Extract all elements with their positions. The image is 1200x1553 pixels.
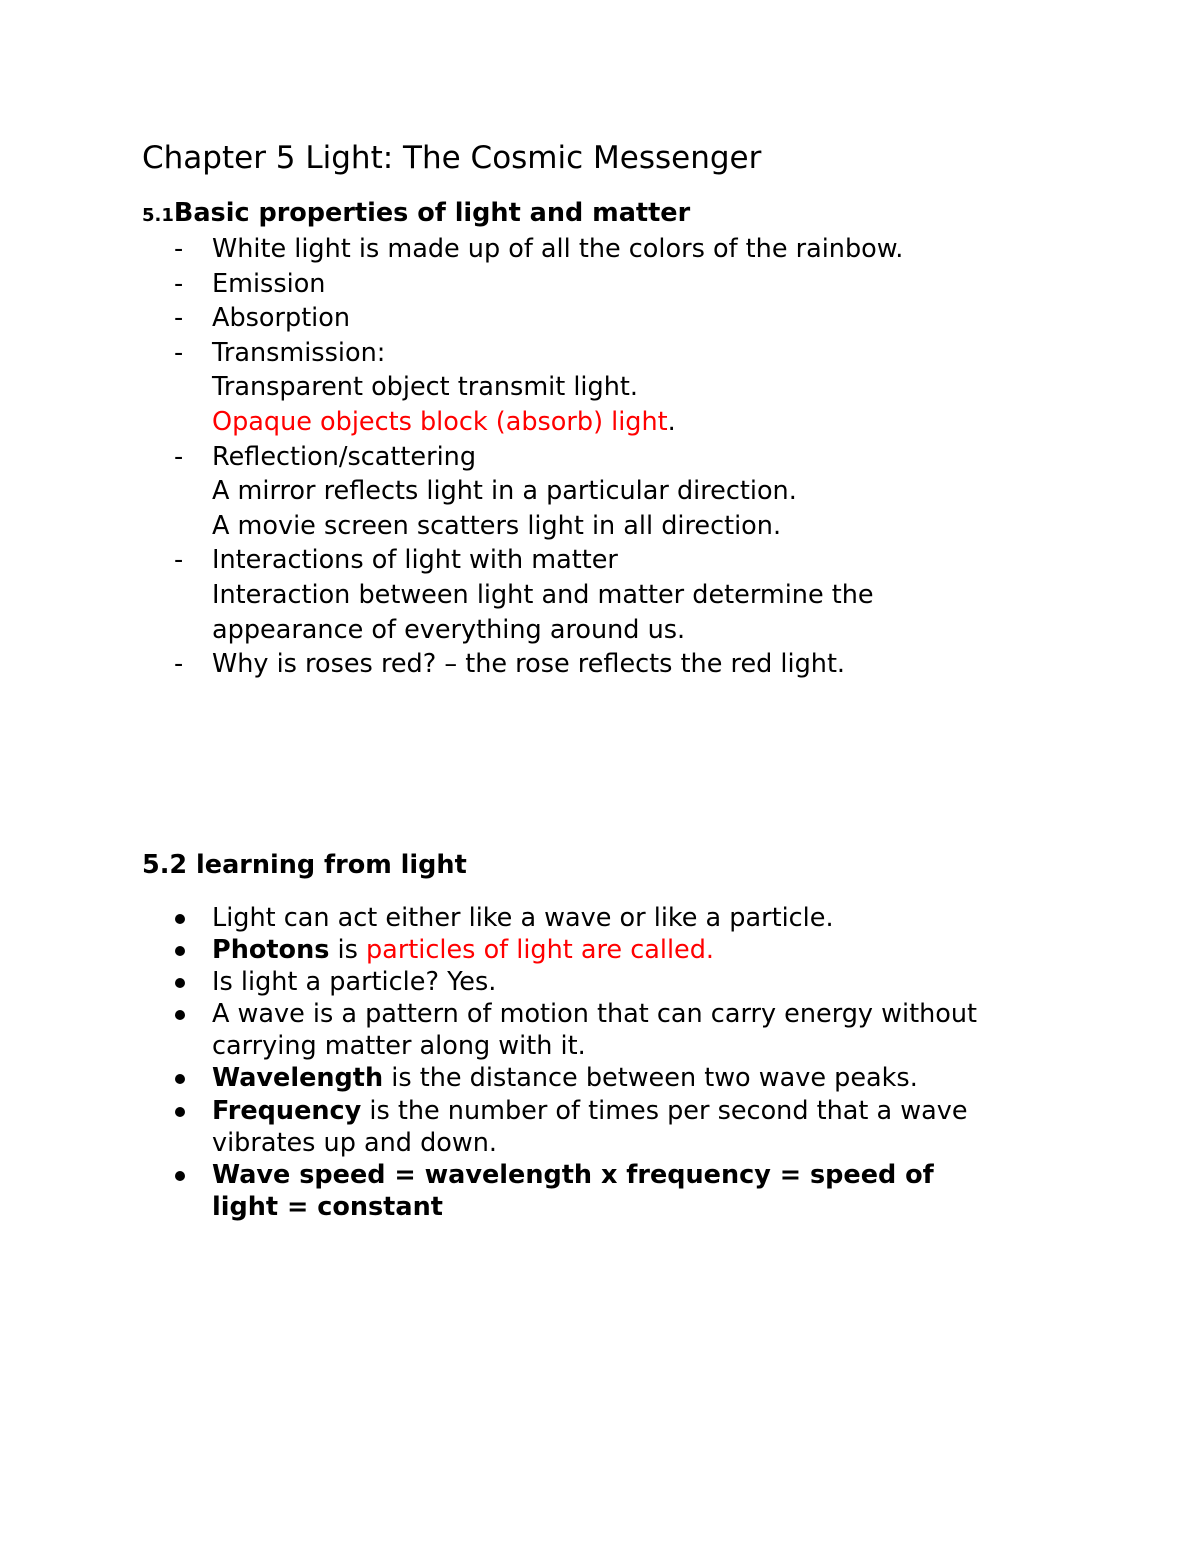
list-item (0, 1062, 1200, 1094)
dash-marker-icon: - (174, 337, 184, 368)
list-item-text: Emission (212, 268, 326, 299)
chapter-title: Chapter 5 Light: The Cosmic Messenger (142, 140, 762, 176)
list-item-text: A movie screen scatters light in all direction. (212, 510, 782, 541)
list-item-text: Transparent object transmit light. (212, 372, 638, 403)
list-item-text: Transmission: (212, 337, 386, 368)
list-item-continuation (0, 613, 1200, 648)
plain-text: is (329, 935, 366, 966)
list-item-continuation (0, 1191, 1200, 1223)
list-item (0, 934, 1200, 966)
highlighted-text: particles of light are called. (366, 935, 715, 966)
dash-marker-icon: - (174, 545, 184, 576)
list-item (0, 267, 1200, 302)
list-item-continuation (0, 1030, 1200, 1062)
list-item-continuation (0, 474, 1200, 509)
bullet-dot-icon (175, 978, 185, 988)
list-item-text: Absorption (212, 303, 351, 334)
list-item (0, 966, 1200, 998)
list-item (0, 1095, 1200, 1127)
list-item-text: vibrates up and down. (212, 1127, 497, 1158)
bullet-dot-icon (175, 1010, 185, 1020)
list-item (0, 543, 1200, 578)
list-item (0, 336, 1200, 371)
bold-term: Frequency (212, 1095, 362, 1126)
bold-term: Wave speed = wavelength x frequency = speed of (212, 1159, 934, 1190)
dash-marker-icon: - (174, 234, 184, 264)
highlighted-text: Opaque objects block (absorb) light (212, 406, 668, 437)
section-5-1-heading (142, 198, 690, 228)
section-5-1-title: Basic properties of light and matter (173, 198, 691, 228)
list-item-continuation (0, 509, 1200, 544)
list-item-continuation (0, 370, 1200, 405)
list-item-text: A wave is a pattern of motion that can carry energy without (212, 999, 977, 1030)
list-item-text: Light can act either like a wave or like a particle. (212, 903, 834, 933)
list-item-text (212, 1062, 918, 1094)
bullet-dot-icon (175, 914, 185, 924)
list-item-text: Interaction between light and matter determine the (212, 579, 874, 610)
bullet-dot-icon (175, 946, 185, 956)
dash-marker-icon: - (174, 649, 184, 680)
section-5-2-list (0, 902, 1200, 1223)
bold-term: light = constant (212, 1191, 443, 1222)
list-item-text: appearance of everything around us. (212, 614, 686, 645)
plain-text: is the number of times per second that a wave (361, 1095, 968, 1126)
bullet-dot-icon (175, 1074, 185, 1084)
list-item-text (212, 405, 676, 440)
list-item-continuation (0, 1127, 1200, 1159)
list-item (0, 301, 1200, 336)
list-item (0, 647, 1200, 682)
bullet-dot-icon (175, 1171, 185, 1181)
bold-term: Wavelength (212, 1063, 384, 1094)
list-item-text (212, 1095, 968, 1127)
list-item-text (212, 934, 714, 966)
list-item-text: Interactions of light with matter (212, 545, 618, 576)
section-5-1-number: 5.1 (142, 205, 174, 226)
bold-term: Photons (212, 935, 330, 966)
list-item (0, 902, 1200, 934)
dash-marker-icon: - (174, 268, 184, 299)
punctuation: . (667, 406, 676, 437)
dash-marker-icon: - (174, 303, 184, 334)
bullet-dot-icon (175, 1107, 185, 1117)
list-item-text: A mirror reflects light in a particular direction. (212, 476, 797, 507)
list-item-text: carrying matter along with it. (212, 1031, 586, 1062)
list-item-continuation (0, 578, 1200, 613)
list-item-text: Reflection/scattering (212, 441, 477, 472)
section-5-2-heading: 5.2 learning from light (142, 850, 467, 880)
list-item (0, 1159, 1200, 1191)
plain-text: is the distance between two wave peaks. (383, 1063, 918, 1094)
list-item (0, 232, 1200, 267)
list-item-continuation (0, 405, 1200, 440)
list-item (0, 440, 1200, 475)
list-item-text: Why is roses red? – the rose reflects the red light. (212, 649, 846, 680)
dash-marker-icon: - (174, 441, 184, 472)
list-item-text: White light is made up of all the colors of the rainbow. (212, 234, 904, 264)
section-5-1-list (0, 232, 1200, 682)
list-item-text (212, 1159, 934, 1191)
list-item-text (212, 1191, 443, 1223)
list-item-text: Is light a particle? Yes. (212, 967, 497, 998)
list-item (0, 998, 1200, 1030)
